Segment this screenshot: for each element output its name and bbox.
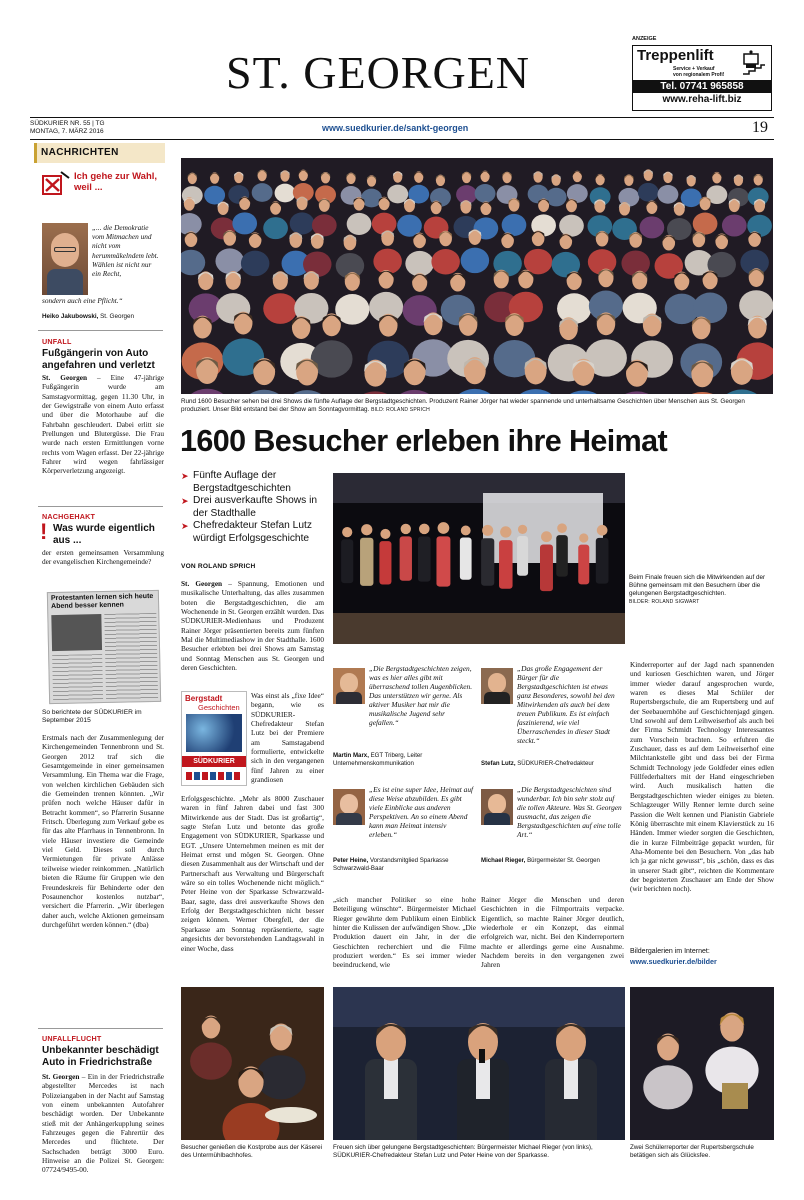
ballot-icon bbox=[41, 170, 71, 198]
gallery-url[interactable]: www.suedkurier.de/bilder bbox=[630, 957, 717, 966]
speakers-backdrop bbox=[333, 987, 625, 1027]
exclamation-icon: ! bbox=[40, 519, 48, 544]
speakers-caption: Freuen sich über gelungene Bergstadtgeschichten: Bürgermeister Michael Rieger (von links), SÜDKURIER-Chefredakteur Stefan Lutz und Peter Heine von der Sparkasse. bbox=[333, 1144, 593, 1159]
clipping-headline: Protestanten lernen sich heute Abend besser kennen bbox=[50, 592, 154, 611]
audience-photo bbox=[181, 158, 773, 394]
article-headline: 1600 Besucher erleben ihre Heimat bbox=[180, 424, 668, 458]
nachgehakt-headline: Was wurde eigentlich aus ... bbox=[53, 523, 155, 546]
nachgehakt-sub: der ersten gemeinsamen Versammlung der evangelischen Kirchengemeinde? bbox=[42, 548, 164, 567]
unfall1-place: St. Georgen bbox=[42, 373, 88, 382]
vote-author-place: St. Georgen bbox=[100, 313, 135, 320]
lutz-name bbox=[481, 760, 624, 768]
unfall2-text bbox=[42, 1072, 164, 1175]
marx-role: EGT Triberg, Leiter Unternehmenskommunikation bbox=[333, 752, 423, 767]
section-url[interactable]: www.suedkurier.de/sankt-georgen bbox=[322, 123, 469, 133]
stage-caption-credit: BILDER: ROLAND SIGWART bbox=[629, 599, 700, 605]
article-col2: Erfolgsgeschichte. „Mehr als 8000 Zuschauer waren in fünf Jahren dabei und fast 300 Mitwirkende aus der Stadt. Das ist großartig“, sagte Stefan Lutz und betonte das große Engagement von SÜDKURIER, Sparkasse und EGT. „Unsere Unternehmen meinen es mit der Heimat ernst und mögen St. Georgen. Ohne diesen Zusammenhalt aus der Wirtschaft und der Partnerschaft aus Verwaltung und Bürgerschaft wäre so ein tolles Wochenende nicht möglich.“ Peter Heine von der Sparkasse Schwarzwald-Baar, sagte, dass drei ausverkaufte Shows den Erfolg der Bergstadtgeschichten nicht besser zeigen können. Werner Obergfell, der die Sparkasse am Sonntag repräsentierte, sagte angesichts der bevorstehenden Landtagswahl in einer Woche, dass bbox=[181, 794, 324, 953]
ad-box[interactable] bbox=[632, 36, 772, 116]
stage-caption-text: Beim Finale freuen sich die Mitwirkenden auf der Bühne gemeinsam mit den Besuchern über die gelungenen Bergstadtgeschichten. bbox=[629, 574, 766, 597]
bullet-2 bbox=[181, 495, 331, 520]
stage-caption bbox=[629, 574, 774, 606]
gallery-label: Bildergalerien im Internet: bbox=[630, 948, 710, 955]
marx-portrait bbox=[333, 668, 365, 704]
quote-lutz bbox=[481, 664, 624, 778]
article-col3: „sich mancher Politiker so eine hohe Beteiligung wünschte“. Bürgermeister Michael Rieger gewährte dem Publikum einen Einblick hinter die Kulissen der aufwändigen Show. „Die Produktion dauert ein Jahr, in der die Geschichten recherchiert und die Filme produziert werden.“ Es sei immer wieder beeindruckend, wie bbox=[333, 895, 476, 970]
nachgehakt-kicker: NACHGEHAKT bbox=[42, 512, 96, 521]
bullet-1-text: Fünfte Auflage der Bergstadtgeschichten bbox=[193, 470, 291, 494]
reporters-photo bbox=[630, 987, 774, 1140]
article-col5: Kinderreporter auf der Jagd nach spannenden und kuriosen Geschichten waren, und Jörger immer wieder darauf angesprochen wurde, waren es dieses Mal Schüler der Rupertsbergschule, die am Rupertsberg und auf der Seebauernhöhe auf Geschichtenjagd gingen. Und sowohl auf dem Leihweiserhof als auch bei der Firma Schmidt Technology Interessantes zum Vorschein brachten. So erfuhren die Zuschauer, dass es auf dem Leihweiserhof eine Milchtankstelle gibt und dass bei der Firma Schmidt Technology jede Goldfeder eines edlen Füllfederhalters mit der Hand eingeschrieben wird. Auch musikalisch hatten die Bergstadtgeschichten wieder einiges zu bieten. Schlagzeuger Willy Renner lernte durch seine Passion die Welt kennen und Pianistin Gabriele König überraschte mit einem Klavierstück zu 16 Händen. Immer wieder sorgten die Geschichten, die in kurze Filmbeiträge gepackt wurden, für Aha-Momente bei den Besuchern. Von „das hab ich ja gar nicht gewusst“, bis „schön, dass es das in unserer Stadt gibt“, reichten die Kommentare der begeisterten Zuschauer am Ende der Show (wir berichten noch). bbox=[630, 660, 774, 894]
top-caption-text: Rund 1600 Besucher sehen bei drei Shows die fünfte Auflage der Bergstadtgeschichten. Produzent Rainer Jörger hat wieder spannende und unterhaltsame Geschichten über Menschen aus St. Georgen produziert. Unser Bild entstand bei der Show am Sonntagvormittag. bbox=[181, 398, 745, 413]
ad-line2: von regionalem Profi! bbox=[673, 72, 725, 78]
article-col4: Rainer Jörger die Menschen und deren Geschichten in die Filmportraits verpacke. Eigentlich, so machte Rainer Jörger deutlich, wiederhole er ein Konzept, das einmal erfolgreich war, nicht. Bei den Kinderreportern machte er allerdings gerne eine Ausnahme. Nachdem bereits in den vergangenen zwei Jahren bbox=[481, 895, 624, 970]
rieger-quote: „Die Bergstadtgeschichten sind wunderbar. Ich bin sehr stolz auf die tollen Akteure. Was St. Georgen ausmacht, das zeigen die Bergstadtgeschichten auf eine tolle Art.“ bbox=[517, 785, 622, 839]
rieger-role: Bürgermeister St. Georgen bbox=[527, 857, 600, 864]
stage-floor bbox=[333, 613, 625, 644]
cheese-caption: Besucher genießen die Kostprobe aus der Käserei des Untermühlbachhofes. bbox=[181, 1144, 323, 1159]
top-photo-caption bbox=[181, 398, 773, 414]
ad-label: ANZEIGE bbox=[632, 36, 657, 42]
unfall2-kicker: UNFALLFLUCHT bbox=[42, 1034, 102, 1043]
cheese-photo bbox=[181, 987, 324, 1140]
vote-quote: „... die Demokratie vom Mitmachen und nicht vom herummäkelndem lebt. Wählen ist nicht nur ein Recht, bbox=[92, 223, 159, 279]
lutz-role: SÜDKURIER-Chefredakteur bbox=[517, 760, 594, 767]
article-wrap-text: Was einst als „fixe Idee“ begann, wie es SÜDKURIER-Chefredakteur Stefan Lutz bei der Premiere am Samstagabend formulierte, entwickelte sich in den vergangenen fünf Jahren zu einer grandiosen bbox=[251, 691, 324, 785]
sidebar-header bbox=[34, 143, 165, 163]
reporters-caption: Zwei Schülerreporter der Rupertsbergschule betätigen sich als Glücksfee. bbox=[630, 1144, 754, 1159]
bullet-3 bbox=[181, 520, 331, 545]
stage-illustration bbox=[333, 473, 625, 644]
masthead-rule-lower bbox=[30, 139, 774, 140]
marx-name-text: Martin Marx, bbox=[333, 752, 369, 759]
vote-portrait bbox=[42, 223, 88, 295]
stairlift-icon bbox=[741, 50, 767, 76]
rieger-portrait bbox=[481, 789, 513, 825]
bullet-2-text: Drei ausverkaufte Shows in der Stadthalle bbox=[193, 495, 318, 519]
divider bbox=[38, 330, 163, 331]
ad-phone: Tel. 07741 965858 bbox=[633, 80, 771, 93]
marx-quote: „Die Bergstadtgeschichten zeigen, was es hier alles gibt mit überraschend tollen Augenblicken. Das unterstützen wir gerne. Als aktiver Musiker hat mir die musikalische Jugend sehr gefallen.“ bbox=[369, 664, 473, 727]
lutz-quote: „Das große Engagement der Bürger für die Bergstadtgeschichten ist etwas ganz Besonderes, sowohl bei den Mitwirkenden als auch bei dem treuen Publikum. Es ist einfach faszinierend, wie viel Überraschendes in dieser Stadt steckt.“ bbox=[517, 664, 615, 745]
byline: VON ROLAND SPRICH bbox=[181, 563, 256, 570]
heine-quote: „Es ist eine super Idee, Heimat auf diese Weise abzubilden. Es gibt viele Einblicke aus anderen Perspektiven. An so einem Abend kann man Heimat intensiv erleben.“ bbox=[369, 785, 474, 839]
section-title: ST. GEORGEN bbox=[226, 47, 531, 98]
vote-author-name: Heiko Jakubowski, bbox=[42, 313, 99, 320]
vote-title: Ich gehe zur Wahl, weil ... bbox=[74, 171, 158, 193]
cheese-illustration bbox=[181, 987, 324, 1140]
unfall1-headline: Fußgängerin von Auto angefahren und verletzt bbox=[42, 348, 155, 371]
sidebar bbox=[30, 143, 165, 1183]
arrow-icon: ➤ bbox=[181, 496, 189, 507]
ad-brand: Treppenlift bbox=[637, 47, 714, 64]
ad-line1: Service + Verkauf bbox=[673, 66, 715, 72]
audience-illustration bbox=[181, 158, 773, 394]
logo-brand: SÜDKURIER bbox=[182, 756, 246, 767]
clipping bbox=[47, 590, 161, 704]
unfall1-text bbox=[42, 373, 164, 476]
clipping-caption: So berichtete der SÜDKURIER im September 2015 bbox=[42, 709, 142, 724]
issue-line: SÜDKURIER NR. 55 | TG bbox=[30, 120, 105, 127]
sidebar-header-label: NACHRICHTEN bbox=[41, 147, 119, 158]
bullet-3-text: Chefredakteur Stefan Lutz würdigt Erfolgsgeschichte bbox=[193, 520, 312, 544]
unfall1-body: – Eine 47-jährige Fußgängerin wurde am Samstagvormittag, gegen 11.30 Uhr, in der Gewigstraße von einem Auto erfasst und über die Motorhaube auf die Fahrbahn geschleudert. Dabei erlitt sie Prellungen und Blutergüsse. Die Frau wurde nach ersten Ermittlungen vorne rechts vom Wagen erfasst. Der 22-jährige Fahrer wird wegen fahrlässiger Körperverletzung angezeigt. bbox=[42, 373, 164, 476]
article-lead bbox=[181, 579, 324, 672]
article-lead-text: – Spannung, Emotionen und musikalische Unterhaltung, das alles zusammen boten die Bergstadtgeschichten, die am Wochenende in St. Georgen erzählt wurden. Das SÜDKURIER-Medienhaus und Produzent Rainer Jörger präsentierten bereits zum fünften Mal die Multimediashow in der Stadthalle. 1600 Besucher erlebten bei drei Shows am Samstag und Sonntag Menschen aus St. Georgen und deren Geschichten. bbox=[181, 579, 324, 673]
vote-author bbox=[42, 313, 134, 321]
arrow-icon: ➤ bbox=[181, 471, 189, 481]
rieger-name bbox=[481, 857, 624, 865]
date-line: MONTAG, 7. MÄRZ 2016 bbox=[30, 128, 104, 135]
ad-web[interactable]: www.reha-lift.biz bbox=[662, 94, 742, 105]
top-caption-credit: BILD: ROLAND SPRICH bbox=[371, 407, 430, 413]
heine-portrait bbox=[333, 789, 365, 825]
heine-name-text: Peter Heine, bbox=[333, 857, 369, 864]
article-lead-place: St. Georgen bbox=[181, 579, 223, 588]
prize-bowl bbox=[722, 1083, 748, 1109]
logo-image bbox=[186, 714, 242, 752]
bergstadt-logo bbox=[181, 691, 247, 786]
unfall2-place: St. Georgen bbox=[42, 1072, 80, 1081]
bullet-list bbox=[181, 470, 331, 546]
lutz-portrait bbox=[481, 668, 513, 704]
divider bbox=[38, 1028, 163, 1029]
logo-line1: Bergstadt bbox=[185, 694, 223, 703]
divider bbox=[38, 506, 163, 507]
stage-photo bbox=[333, 473, 625, 644]
speakers-photo bbox=[333, 987, 625, 1140]
microphone bbox=[479, 1049, 485, 1063]
heine-name bbox=[333, 857, 476, 872]
masthead-rule bbox=[30, 117, 774, 118]
bullet-1 bbox=[181, 470, 331, 495]
speakers-illustration bbox=[333, 987, 625, 1140]
ad-frame bbox=[632, 45, 772, 111]
quote-marx bbox=[333, 664, 476, 778]
vote-box bbox=[38, 167, 163, 217]
quote-heine bbox=[333, 785, 476, 895]
lutz-name-text: Stefan Lutz, bbox=[481, 760, 516, 767]
logo-line2: Geschichten bbox=[198, 703, 240, 712]
clipping-photo bbox=[51, 614, 102, 651]
unfall1-kicker: UNFALL bbox=[42, 337, 72, 346]
vote-quote-end: sondern auch eine Pflicht.“ bbox=[42, 296, 123, 305]
unfall2-body: – Ein in der Friedrichstraße abgestellter Mercedes ist nach Polizeiangaben in der Nacht auf Samstag von einem unbekannten Autofahrer beschädigt worden. Der Unbekannte stieß mit der Anhängerkupplung seines Fahrzeuges gegen die Fahrertür des Mercedes und flüchtete. Der Sachschaden beträgt 3000 Euro. Hinweise an die Polizei St. Georgen: 07724/9495-00. bbox=[42, 1072, 164, 1175]
arrow-icon: ➤ bbox=[181, 521, 189, 532]
rieger-name-text: Michael Rieger, bbox=[481, 857, 526, 864]
reporters-illustration bbox=[630, 987, 774, 1140]
cheese-plate bbox=[265, 1107, 317, 1123]
unfall2-headline: Unbekannter beschädigt Auto in Friedrichstraße bbox=[42, 1045, 159, 1068]
heine-role: Vorstandsmitglied Sparkasse Schwarzwald-Baar bbox=[333, 857, 449, 872]
marx-name bbox=[333, 752, 476, 767]
quote-rieger bbox=[481, 785, 624, 895]
nachgehakt-text: Erstmals nach der Zusammenlegung der Kirchengemeinden Tennenbronn und St. Georgen 2012 traf sich die Gesamtgemeinde in einer gemeinsamen Versammlung. Ein Thema war die Frage, von welchen kirchlichen Gebäuden sich die Gemeinden trennen könnten. „Wir prüfen noch welche Häuser dafür in Betracht kommen“, so Pfarrerin Susanne Fritsch. Überlegung zum Verkauf gebe es für das alte Pfarrhaus in Tennenbronn. In viele Häuser investiere die Gemeinde viel Geld. Dieses soll durch Vermietungen für private Anlässe teilweise wieder reinkommen. „Natürlich bieten die Räume für Gruppen wie den Freundeskreis für Behinderte oder den Posaunenchor kostenlos nutzbar“, versichert die Pfarrerin. „Wir überlegen daher auch, welche Aktionen gemeinsam durchgeführt werden können.“ (dba) bbox=[42, 733, 164, 929]
page-number: 19 bbox=[752, 119, 768, 136]
